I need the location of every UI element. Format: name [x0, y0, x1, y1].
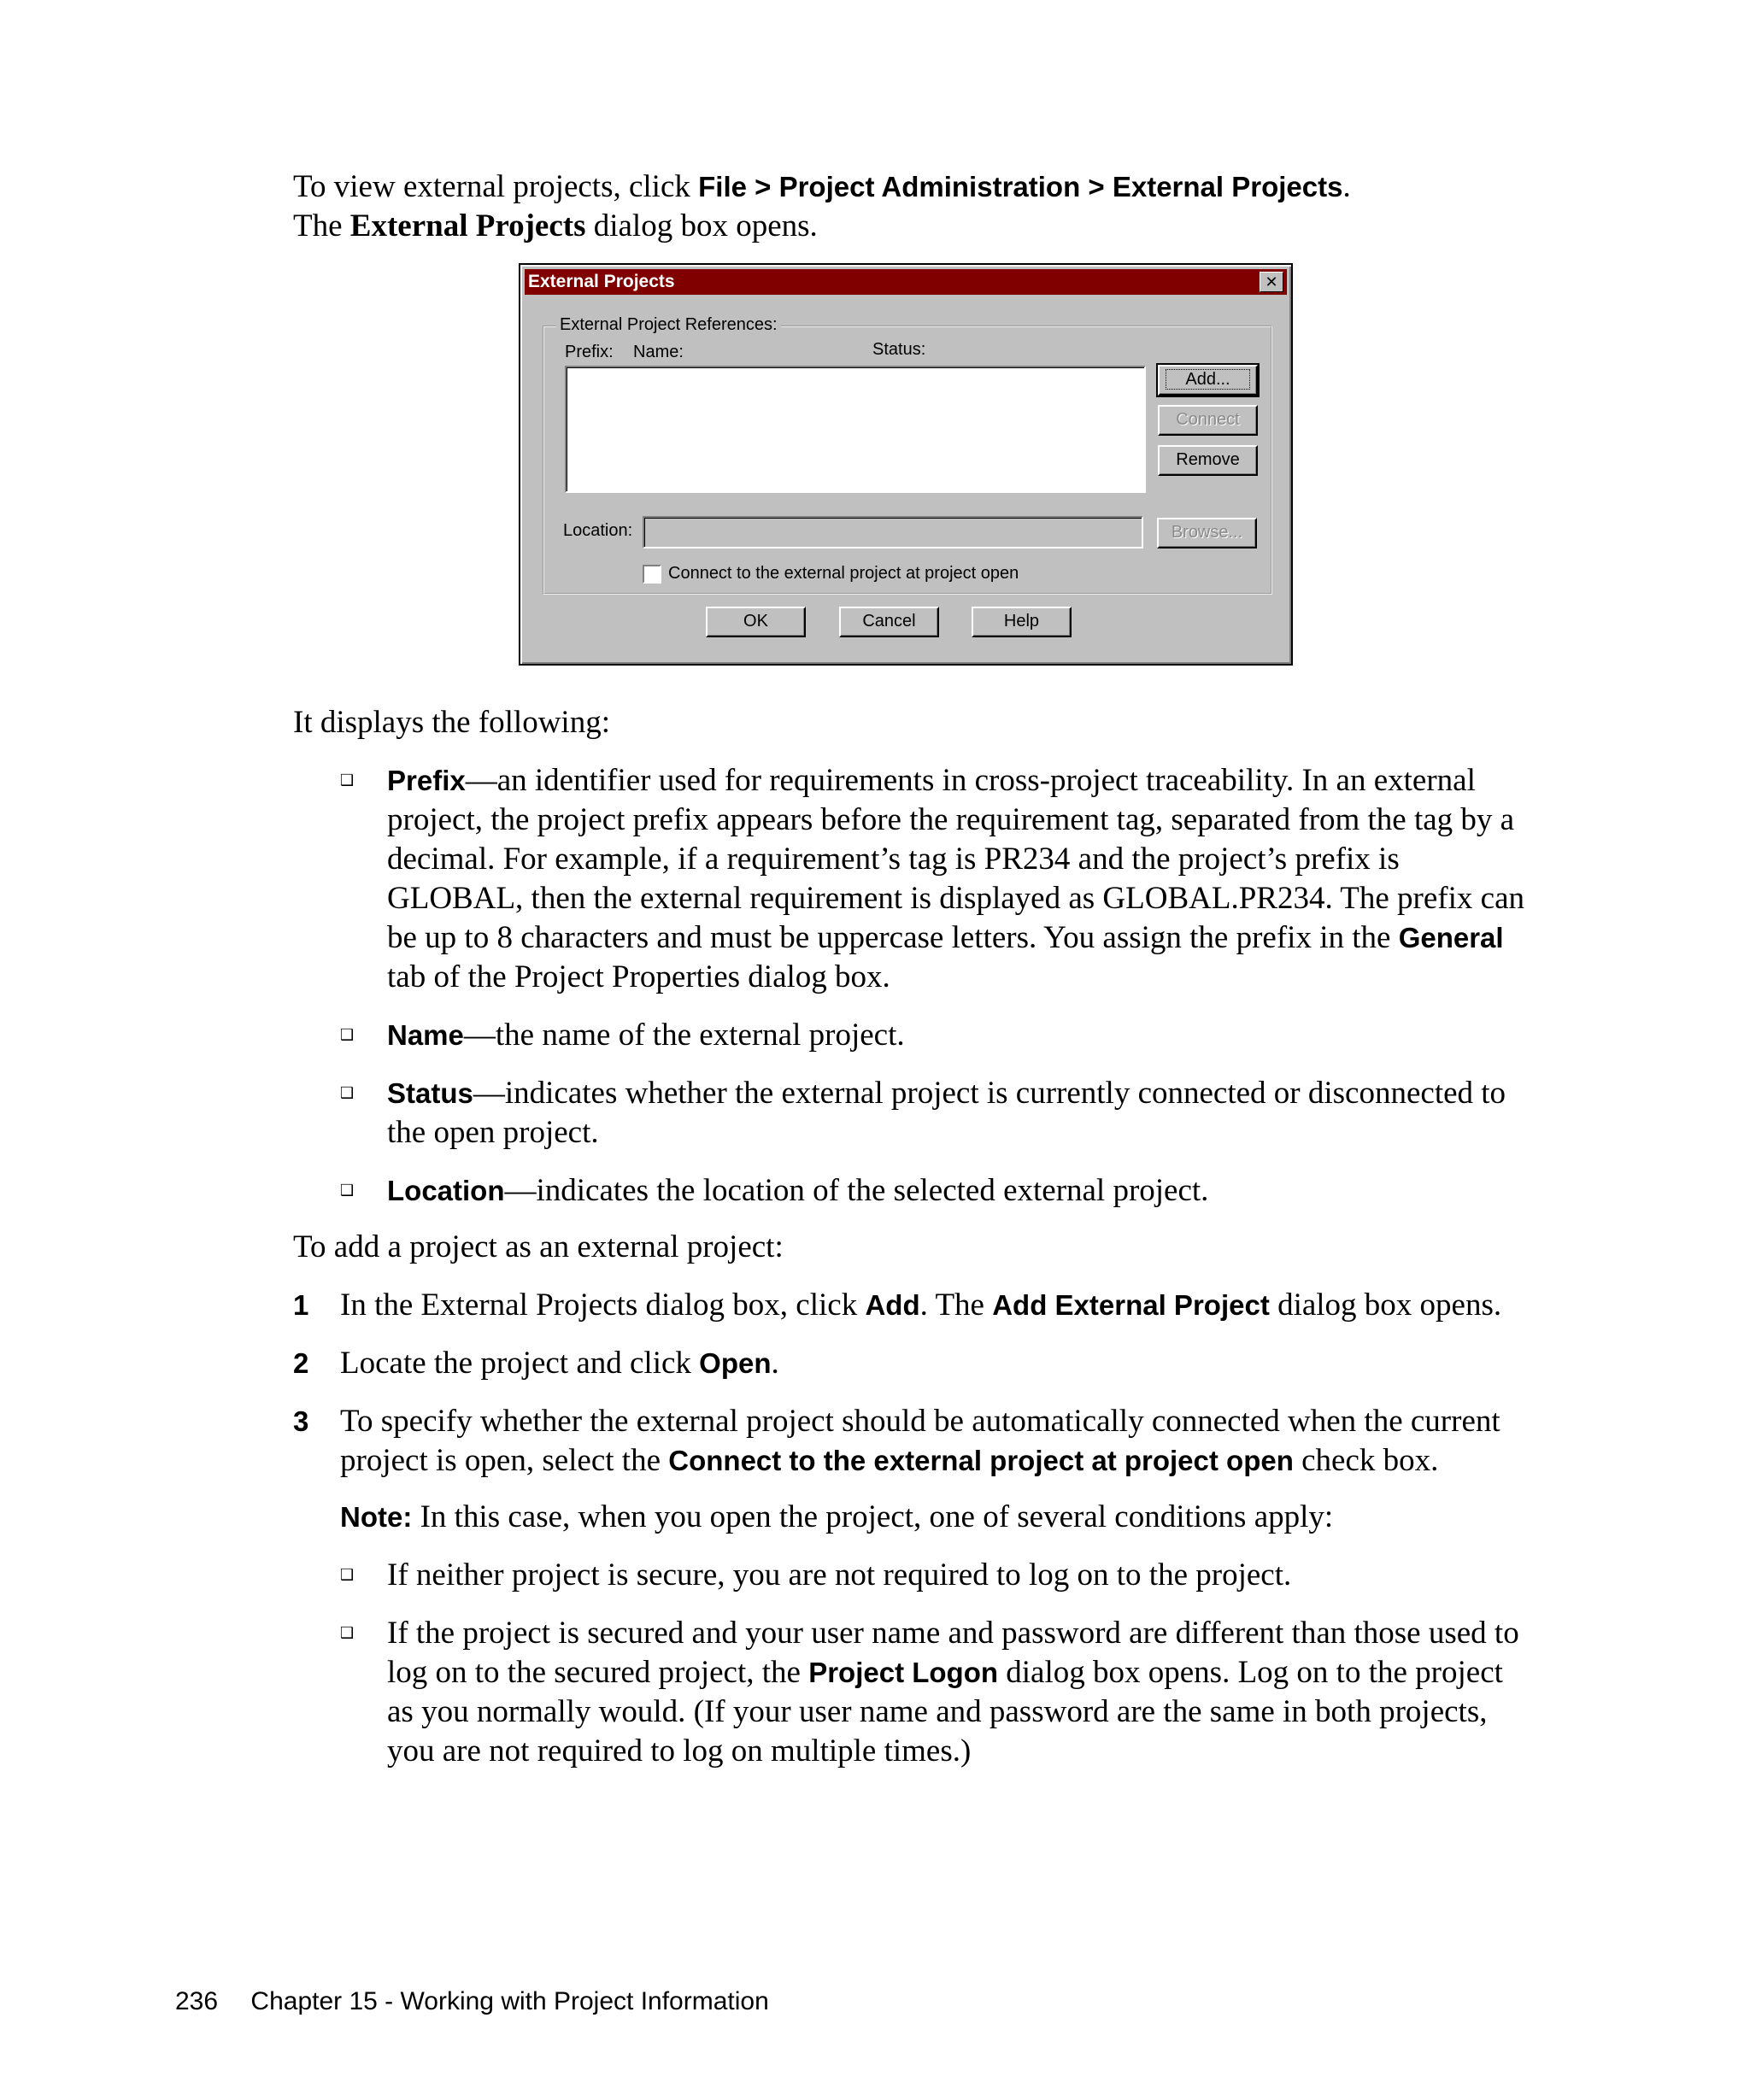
- step-number: 1: [293, 1289, 309, 1321]
- bold-term: Add External Project: [992, 1289, 1270, 1321]
- external-projects-list[interactable]: [565, 366, 1146, 493]
- text-run: check box.: [1293, 1443, 1439, 1478]
- close-icon[interactable]: ✕: [1260, 272, 1283, 292]
- text-run: To specify whether the external project should be automatically connected when the current project is open, select the: [340, 1404, 1500, 1478]
- bold-term: External Projects: [349, 208, 586, 243]
- bold-term: Note:: [340, 1501, 413, 1533]
- list-item: [293, 1074, 1532, 1153]
- bold-term: Add: [865, 1289, 920, 1321]
- column-status: Status:: [872, 340, 926, 359]
- page-number: 236: [175, 1987, 219, 2015]
- text-run: —indicates the location of the selected external project.: [504, 1173, 1209, 1208]
- bullet-icon: ❑: [340, 1084, 355, 1102]
- step-number: 3: [293, 1405, 309, 1437]
- text-run: . The: [919, 1288, 993, 1323]
- step: [293, 1344, 1532, 1383]
- text-run: The: [293, 208, 350, 243]
- column-name: Name:: [633, 343, 684, 361]
- field-list: [293, 761, 1532, 1211]
- connect-at-open-label[interactable]: Connect to the external project at project open: [668, 564, 1019, 583]
- bold-term: Prefix: [387, 765, 466, 796]
- add-button[interactable]: [1158, 365, 1258, 396]
- text-run: It displays the following:: [293, 705, 610, 740]
- external-projects-dialog: [519, 263, 1293, 666]
- list-item: [293, 761, 1532, 997]
- location-label: Location:: [563, 521, 633, 540]
- remove-button[interactable]: Remove: [1158, 445, 1258, 476]
- step-text: [340, 1402, 1532, 1481]
- text-run: If the project is secured and your user name and password are different than those used to log on to the secured project, the: [387, 1616, 1519, 1690]
- list-item: [293, 1171, 1532, 1211]
- column-prefix: Prefix:: [565, 343, 614, 361]
- text-run: dialog box opens.: [585, 208, 818, 243]
- bold-term: File > Project Administration > External Projects: [698, 171, 1343, 202]
- add-intro: [293, 1228, 1532, 1267]
- list-item: [293, 1016, 1532, 1055]
- text-run: —indicates whether the external project is currently connected or disconnected to the open project.: [387, 1076, 1506, 1150]
- condition-text: [387, 1556, 1532, 1595]
- bold-term: Name: [387, 1019, 464, 1051]
- bold-term: Location: [387, 1175, 505, 1206]
- field-location-desc: [387, 1171, 1532, 1211]
- text-run: To add a project as an external project:: [293, 1229, 784, 1264]
- bullet-icon: ❑: [340, 1624, 355, 1642]
- intro: [293, 167, 1532, 246]
- text-run: .: [771, 1346, 779, 1381]
- condition-text: [387, 1614, 1532, 1771]
- displays-intro: [293, 703, 1532, 742]
- text-run: In this case, when you open the project, one of several conditions apply:: [412, 1499, 1334, 1534]
- page-footer: [175, 1987, 769, 2016]
- body-text: [293, 703, 1532, 1771]
- note: [293, 1498, 1532, 1537]
- bullet-icon: ❑: [340, 771, 355, 789]
- field-name-desc: [387, 1016, 1532, 1055]
- group-label: External Project References:: [556, 315, 781, 335]
- ok-button[interactable]: OK: [706, 607, 806, 637]
- text-run: dialog box opens.: [1269, 1288, 1502, 1323]
- bold-term: Open: [699, 1347, 772, 1379]
- connect-at-open-checkbox[interactable]: [643, 565, 661, 584]
- bold-term: Project Logon: [808, 1657, 999, 1688]
- cancel-button[interactable]: Cancel: [839, 607, 939, 637]
- text-run: To view external projects, click: [293, 169, 699, 204]
- field-status-desc: [387, 1074, 1532, 1153]
- step-number: 2: [293, 1347, 309, 1379]
- list-item: [293, 1614, 1532, 1771]
- browse-button[interactable]: Browse...: [1157, 518, 1257, 548]
- text-run: —the name of the external project.: [463, 1018, 905, 1053]
- text-run: Locate the project and click: [340, 1346, 700, 1381]
- field-prefix-desc: [387, 761, 1532, 997]
- step-text: [340, 1344, 1532, 1383]
- bullet-icon: ❑: [340, 1566, 355, 1584]
- bullet-icon: ❑: [340, 1182, 355, 1200]
- text-run: If neither project is secure, you are not required to log on to the project.: [387, 1557, 1292, 1593]
- text-run: .: [1342, 169, 1351, 204]
- chapter-title: Chapter 15 - Working with Project Information: [250, 1987, 769, 2015]
- step-text: [340, 1286, 1532, 1325]
- dialog-title: External Projects: [528, 272, 675, 291]
- location-field[interactable]: [643, 516, 1143, 548]
- intro-line: [293, 167, 1532, 207]
- help-button[interactable]: Help: [972, 607, 1072, 637]
- intro-line: [293, 207, 1532, 246]
- bold-term: Status: [387, 1077, 473, 1109]
- list-item: [293, 1556, 1532, 1595]
- text-run: In the External Projects dialog box, click: [340, 1288, 866, 1323]
- text-run: —an identifier used for requirements in cross-project traceability. In an external project, the project prefix appears before the requirement tag, separated from the tag by a decimal. For example, if a requirement’s tag is PR234 and the project’s prefix is GLOBAL, then the external requirement is displayed as GLOBAL.PR234. The prefix can be up to 8 characters and must be uppercase letters. You assign the prefix in the: [387, 763, 1524, 955]
- text-run: tab of the Project Properties dialog box.: [387, 959, 890, 994]
- step: [293, 1286, 1532, 1325]
- dialog-titlebar: [525, 269, 1287, 295]
- connect-button[interactable]: Connect: [1158, 405, 1258, 436]
- bold-term: General: [1398, 922, 1504, 953]
- text-run: dialog box opens. Log on to the project as you normally would. (If your user name and password are the same in both projects, you are not required to log on multiple times.): [387, 1655, 1503, 1769]
- add-label: Add...: [1166, 369, 1249, 390]
- bold-term: Connect to the external project at project open: [668, 1445, 1294, 1476]
- step: [293, 1402, 1532, 1481]
- bullet-icon: ❑: [340, 1026, 355, 1044]
